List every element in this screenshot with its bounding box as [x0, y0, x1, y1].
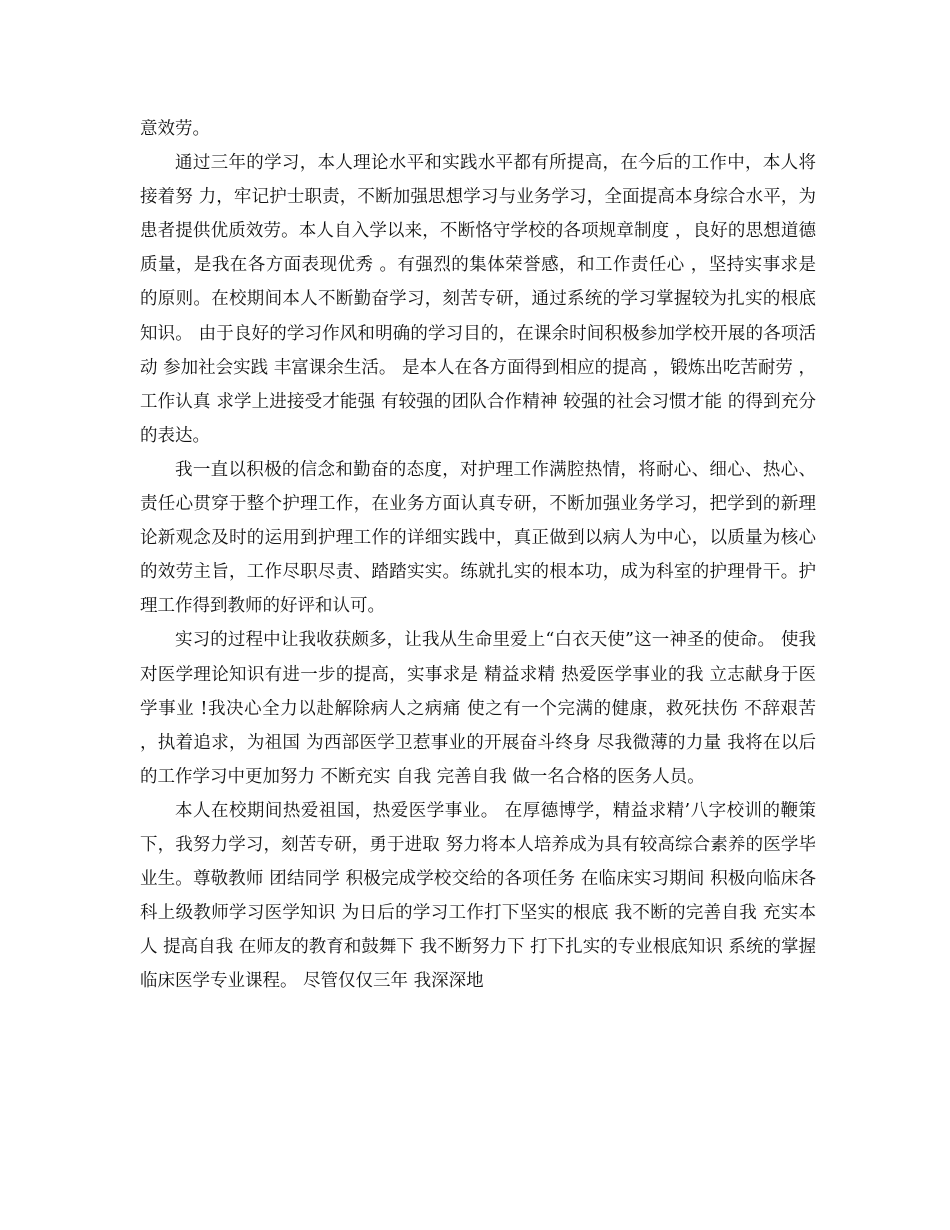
paragraph-continuation: 意效劳。: [140, 119, 210, 139]
paragraph-study-summary: 通过三年的学习，本人理论水平和实践水平都有所提高，在今后的工作中，本人将接着努 力，牢记护士职责，不断加强思想学习与业务学习，全面提高本身综合水平，为患者提供优质效劳。本人自入学以来，不断恪守学校的各项规章制度 ，良好的思想道德质量，是我在各方面表现优秀 。有强烈的集体荣誉感，和工作责任心 ，坚持实事求是的原则。在校期间本人不断勤奋学习，刻苦专研，通过系统的学习掌握较为扎实的根底知识。 由于良好的学习作风和明确的学习目的，在课余时间积极参加学校开展的各项活动 参加社会实践 丰富课余生活。 是本人在各方面得到相应的提高 ，锻炼出吃苦耐劳 ，工作认真 求学上进接受才能强 有较强的团队合作精神 较强的社会习惯才能 的得到充分的表达。: [140, 153, 816, 446]
paragraph-internship: 实习的过程中让我收获颇多，让我从生命里爱上“白衣天使”这一神圣的使命。 使我对医学理论知识有进一步的提高，实事求是 精益求精 热爱医学事业的我 立志献身于医学事业 !我决心全力以赴解除病人之病痛 使之有一个完满的健康，救死扶伤 不辞艰苦 ，执着追求，为祖国 为西部医学卫惹事业的开展奋斗终身 尽我微薄的力量 我将在以后的工作学习中更加努力 不断充实 自我 完善自我 做一名合格的医务人员。: [140, 630, 816, 787]
paragraph-nursing-work: 我一直以积极的信念和勤奋的态度，对护理工作满腔热情，将耐心、细心、热心、责任心贯穿于整个护理工作，在业务方面认真专研，不断加强业务学习，把学到的新理论新观念及时的运用到护理工作的详细实践中，真正做到以病人为中心，以质量为核心的效劳主旨，工作尽职尽责、踏踏实实。练就扎实的根本功，成为科室的护理骨干。护理工作得到教师的好评和认可。: [140, 459, 816, 617]
paragraph-school-period: 本人在校期间热爱祖国，热爱医学事业。 在厚德博学，精益求精’八字校训的鞭策下，我努力学习，刻苦专研，勇于进取 努力将本人培养成为具有较高综合素养的医学毕业生。尊敬教师 团结同学 积极完成学校交给的各项任务 在临床实习期间 积极向临床各科上级教师学习医学知识 为日后的学习工作打下坚实的根底 我不断的完善自我 充实本人 提高自我 在师友的教育和鼓舞下 我不断努力下 打下扎实的专业根底知识 系统的掌握临床医学专业课程。 尽管仅仅三年 我深深地: [140, 800, 816, 992]
document-body: [140, 112, 816, 998]
